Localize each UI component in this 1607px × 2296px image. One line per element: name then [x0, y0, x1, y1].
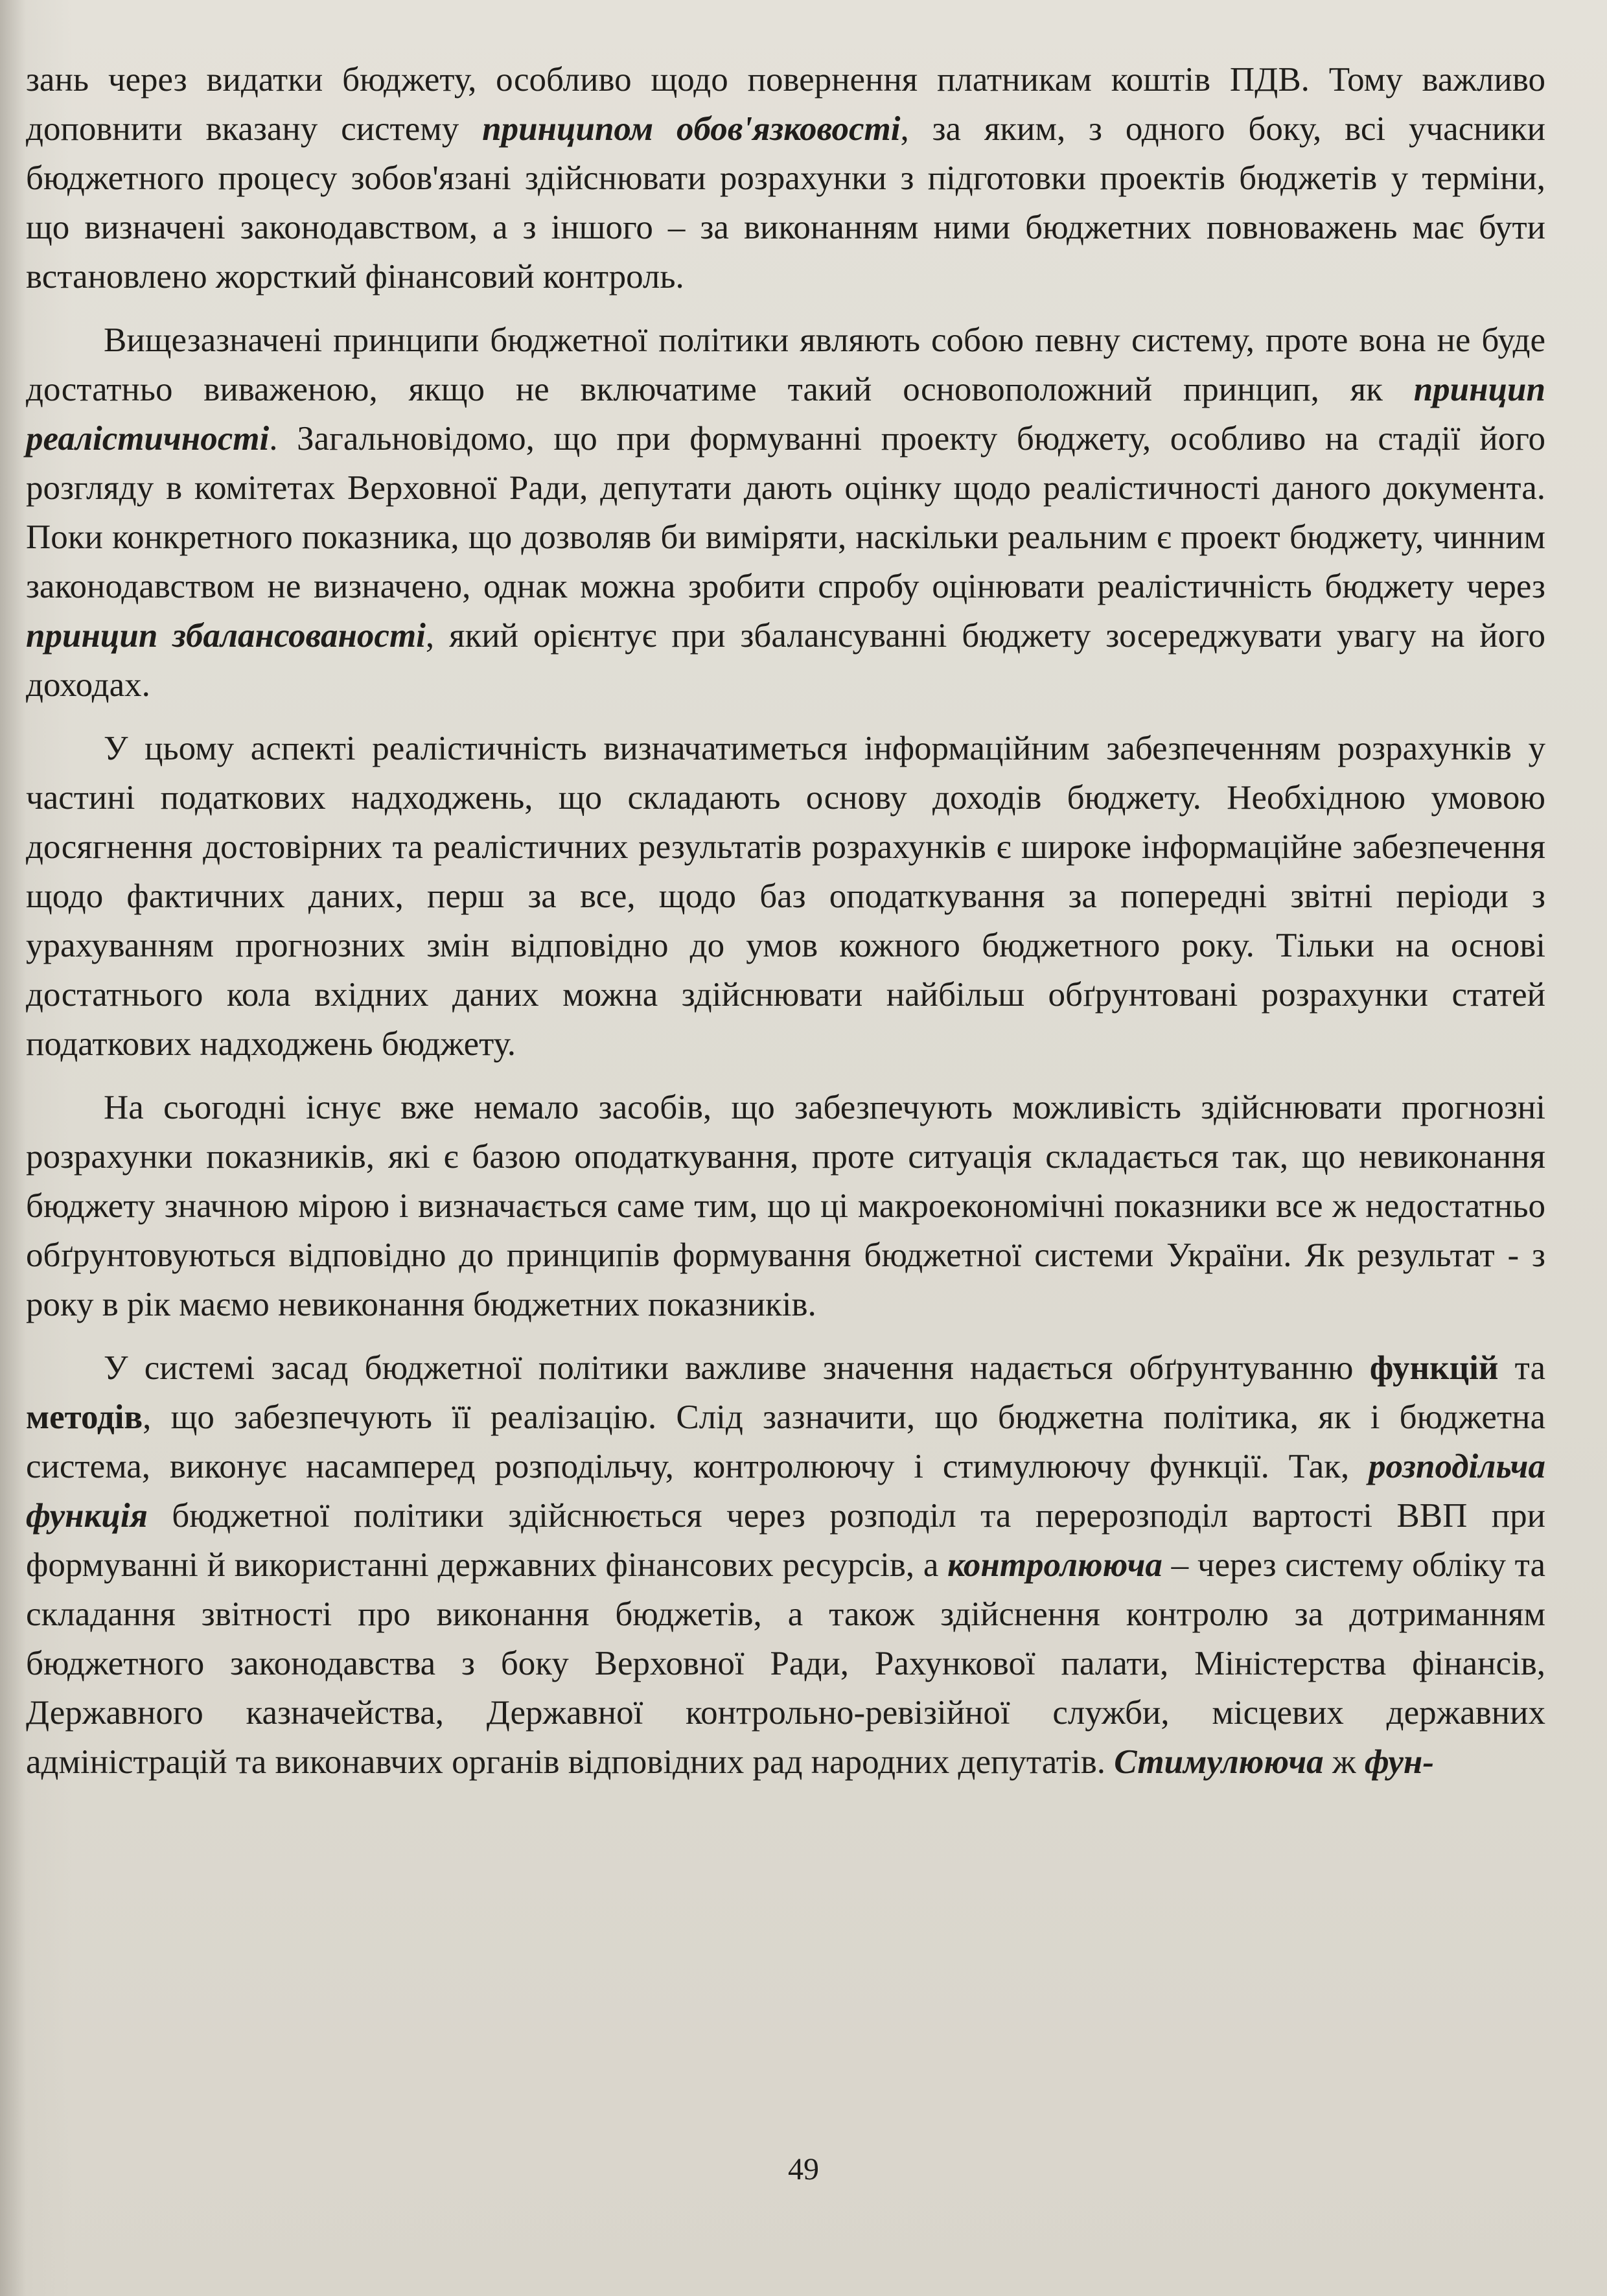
paragraph-1: [26, 55, 1545, 301]
page-number: 49: [788, 2152, 819, 2186]
text-run: На сьогодні існує вже немало засобів, що забезпечують можливість здійснювати прогнозні розрахунки показників, які є базою оподаткування, проте ситуація складається так, що невиконання бюджету значною мірою і визначається саме тим, що ці макроекономічні показники все ж недостатньо обґрунтовуються відповідно до принципів формування бюджетної системи України. Як результат - з року в рік маємо невиконання бюджетних показників.: [26, 1089, 1545, 1323]
paragraph-5: [26, 1343, 1545, 1787]
term-methods: методів: [26, 1398, 143, 1436]
term-distributive-function: розподільча функція: [26, 1448, 1545, 1535]
term-realism: принцип реалістичності: [26, 371, 1545, 458]
term-obligatoriness: принципом обов'язковості: [482, 110, 901, 148]
text-run: ж: [1323, 1743, 1365, 1781]
body-text: [26, 55, 1545, 1787]
paragraph-3: [26, 724, 1545, 1069]
text-run: – через систему обліку та складання звітності про виконання бюджетів, а також здійснення контролю за дотриманням бюджетного законодавства з боку Верховної Ради, Рахункової палати, Міністерства фінансів, Державного казначейства, Державної контрольно-ревізійної служби, місцевих державних адміністрацій та виконавчих органів відповідних рад народних депутатів.: [26, 1546, 1545, 1781]
text-run: зань через видатки бюджету, особливо щодо повернення платникам коштів ПДВ. Тому важливо доповнити вказану систему: [26, 61, 1545, 148]
text-run: , що забезпечують її реалізацію. Слід зазначити, що бюджетна політика, як і бюджетна система, виконує насамперед розподільчу, контролюючу і стимулюючу функції. Так,: [26, 1398, 1545, 1485]
term-controlling: контролююча: [947, 1546, 1162, 1584]
text-run: У цьому аспекті реалістичність визначатиметься інформаційним забезпеченням розрахунків у частині податкових надходжень, що складають основу доходів бюджету. Необхідною умовою досягнення достовірних та реалістичних результатів розрахунків є широке інформаційне забезпечення щодо фактичних даних, перш за все, щодо баз оподаткування за попередні звітні періоди з урахуванням прогнозних змін відповідно до умов кожного бюджетного року. Тільки на основі достатнього кола вхідних даних можна здійснювати найбільш обґрунтовані розрахунки статей податкових надходжень бюджету.: [26, 730, 1545, 1063]
paragraph-4: [26, 1083, 1545, 1329]
text-run: У системі засад бюджетної політики важливе значення надається обґрунтуванню: [104, 1349, 1370, 1387]
term-stimulating: Стимулююча: [1114, 1743, 1324, 1781]
term-balance: принцип збалансованості: [26, 617, 426, 655]
text-run: , який орієнтує при збалансуванні бюджету зосереджувати увагу на його доходах.: [26, 617, 1545, 704]
term-function-hyphenated: фун-: [1364, 1743, 1434, 1781]
term-functions: функцій: [1369, 1349, 1499, 1387]
text-run: , за яким, з одного боку, всі учасники бюджетного процесу зобов'язані здійснювати розрахунки з підготовки проектів бюджетів у терміни, що визначені законодавством, а з іншого – за виконанням ними бюджетних повноважень має бути встановлено жорсткий фінансовий контроль.: [26, 110, 1546, 296]
text-run: Вищезазначені принципи бюджетної політики являють собою певну систему, проте вона не буде достатньо виваженою, якщо не включатиме такий основоположний принцип, як: [26, 321, 1545, 408]
text-run: бюджетної політики здійснюється через розподіл та перерозподіл вартості ВВП при формуванні й використанні державних фінансових ресурсів, а: [26, 1497, 1545, 1584]
text-run: . Загальновідомо, що при формуванні проекту бюджету, особливо на стадії його розгляду в комітетах Верховної Ради, депутати дають оцінку щодо реалістичності даного документа. Поки конкретного показника, що дозволяв би виміряти, наскільки реальним є проект бюджету, чинним законодавством не визначено, однак можна зробити спробу оцінювати реалістичність бюджету через: [26, 420, 1545, 605]
paragraph-2: [26, 316, 1545, 710]
text-run: та: [1498, 1349, 1545, 1387]
